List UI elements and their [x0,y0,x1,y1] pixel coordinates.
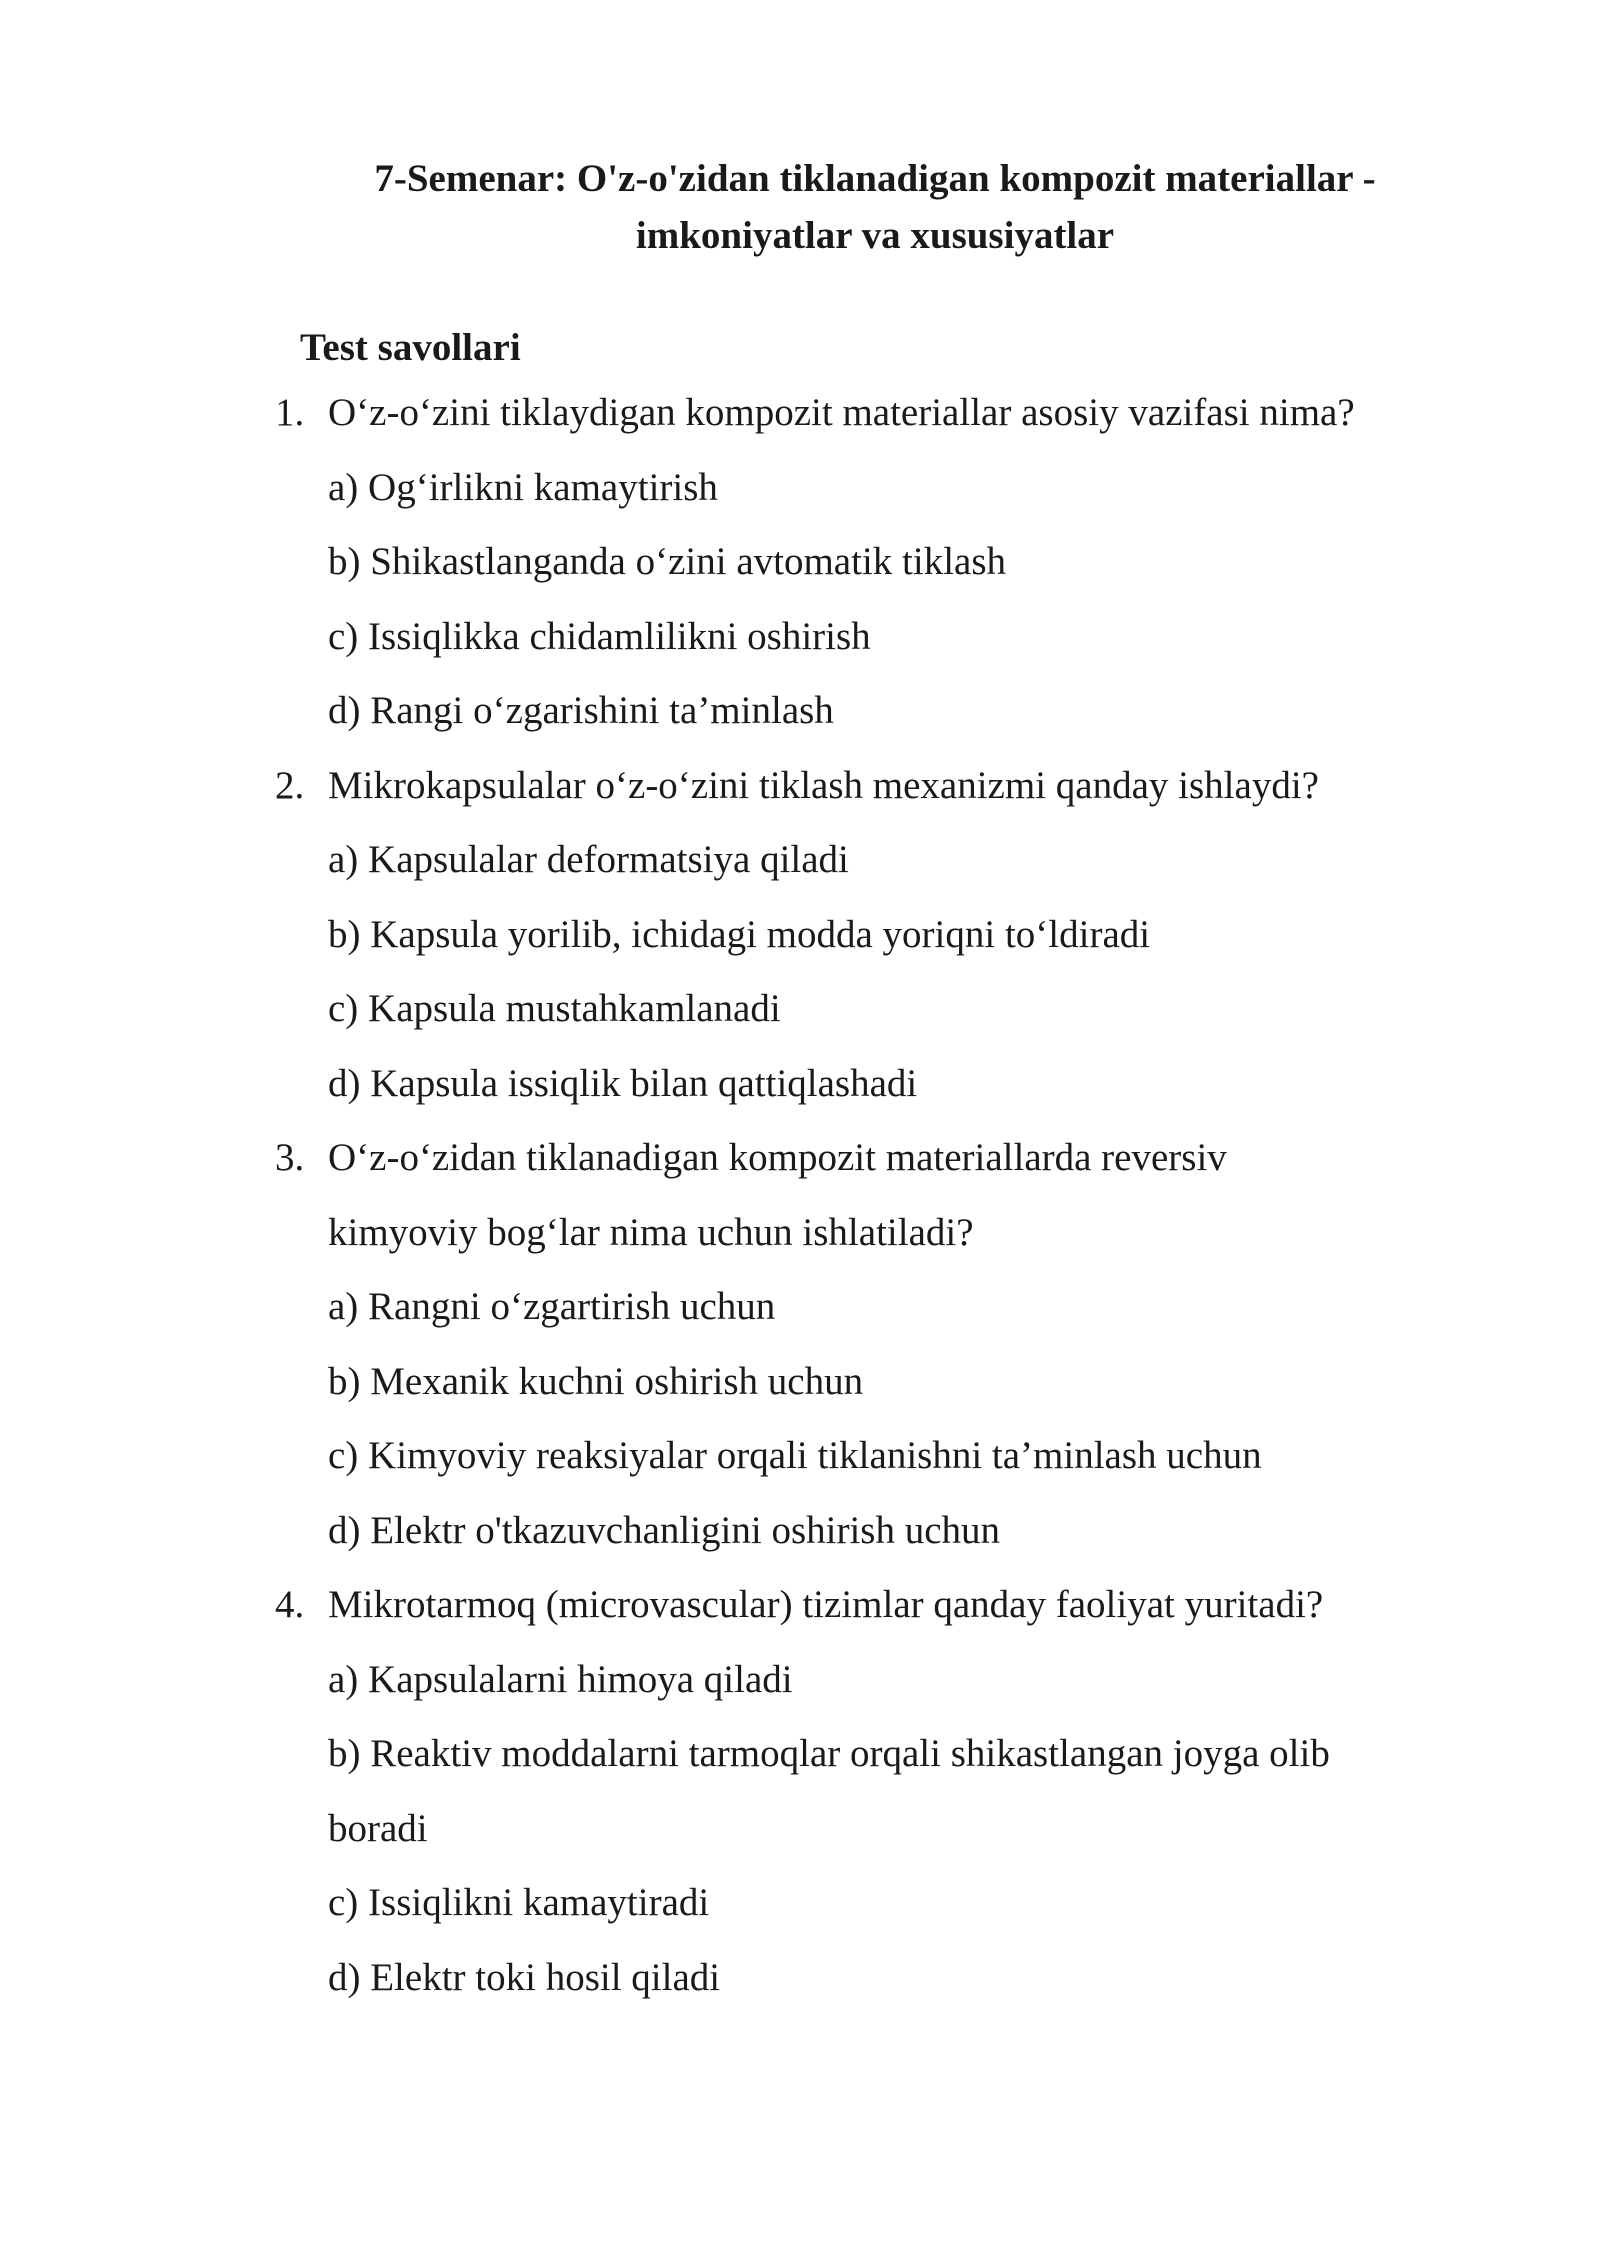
question-number: 2. [275,763,305,807]
answer-option [0,1419,1600,1494]
answer-option-text: c) Issiqlikni kamaytiradi [328,1881,710,1924]
answer-option [0,823,1600,898]
question-item [0,1568,1600,2015]
answer-option-text: d) Elektr o'tkazuvchanligini oshirish uchun [328,1508,1001,1552]
answer-option-text: a) Kapsulalarni himoya qiladi [328,1657,793,1701]
answer-option [0,1717,1600,1792]
answer-option [0,451,1600,526]
answer-option-text: d) Rangi o‘zgarishini ta’minlash [328,689,834,732]
answer-option [0,1866,1600,1941]
answer-option [0,1345,1600,1420]
answer-option-text: b) Kapsula yorilib, ichidagi modda yoriqni to‘ldiradi [328,912,1151,956]
answer-option-text: b) Shikastlanganda o‘zini avtomatik tiklash [328,540,1007,583]
title-line-1: 7-Semenar: O'z-o'zidan tiklanadigan kompozit materiallar - [374,157,1376,200]
question-item [0,376,1600,749]
question-number: 3. [275,1136,305,1179]
answer-option-text: c) Issiqlikka chidamlilikni oshirish [328,614,871,658]
question-text-line [0,749,1600,824]
answer-option [0,1643,1600,1718]
answer-option [0,600,1600,675]
question-text: Mikrotarmoq (microvascular) tizimlar qanday faoliyat yuritadi? [328,1583,1324,1626]
section-heading: Test savollari [300,326,521,369]
answer-option-text: a) Kapsulalar deformatsiya qiladi [328,838,849,881]
question-text-line [0,1568,1600,1643]
title-line-2: imkoniyatlar va xususiyatlar [635,214,1115,257]
answer-option [0,1270,1600,1345]
answer-option-text: c) Kapsula mustahkamlanadi [328,987,781,1030]
question-text: kimyoviy bog‘lar nima uchun ishlatiladi? [328,1210,974,1254]
answer-option-text: boradi [328,1806,428,1850]
question-number: 4. [275,1583,305,1626]
answer-option-text: a) Rangni o‘zgartirish uchun [328,1285,776,1328]
answer-option [0,525,1600,600]
question-text-line [0,1196,1600,1271]
question-text: O‘z-o‘zidan tiklanadigan kompozit materiallarda reversiv [328,1136,1227,1179]
answer-option-text: d) Kapsula issiqlik bilan qattiqlashadi [328,1061,918,1105]
answer-option-text: b) Mexanik kuchni oshirish uchun [328,1359,864,1403]
question-number: 1. [275,391,305,434]
answer-option [0,972,1600,1047]
answer-option-text: c) Kimyoviy reaksiyalar orqali tiklanishni ta’minlash uchun [328,1434,1262,1477]
question-item [0,1121,1600,1568]
page-title [300,150,1450,264]
answer-option [0,1941,1600,2016]
answer-option-text: d) Elektr toki hosil qiladi [328,1955,721,1999]
answer-option [0,674,1600,749]
question-item [0,749,1600,1122]
answer-option [0,898,1600,973]
answer-option [0,1494,1600,1569]
question-list [0,376,1600,2015]
answer-option [0,1792,1600,1867]
question-text: O‘z-o‘zini tiklaydigan kompozit materiallar asosiy vazifasi nima? [328,391,1355,434]
answer-option-text: b) Reaktiv moddalarni tarmoqlar orqali shikastlangan joyga olib [328,1732,1330,1775]
question-text: Mikrokapsulalar o‘z-o‘zini tiklash mexanizmi qanday ishlaydi? [328,763,1319,807]
answer-option [0,1047,1600,1122]
answer-option-text: a) Og‘irlikni kamaytirish [328,465,718,509]
question-text-line [0,376,1600,451]
question-text-line [0,1121,1600,1196]
